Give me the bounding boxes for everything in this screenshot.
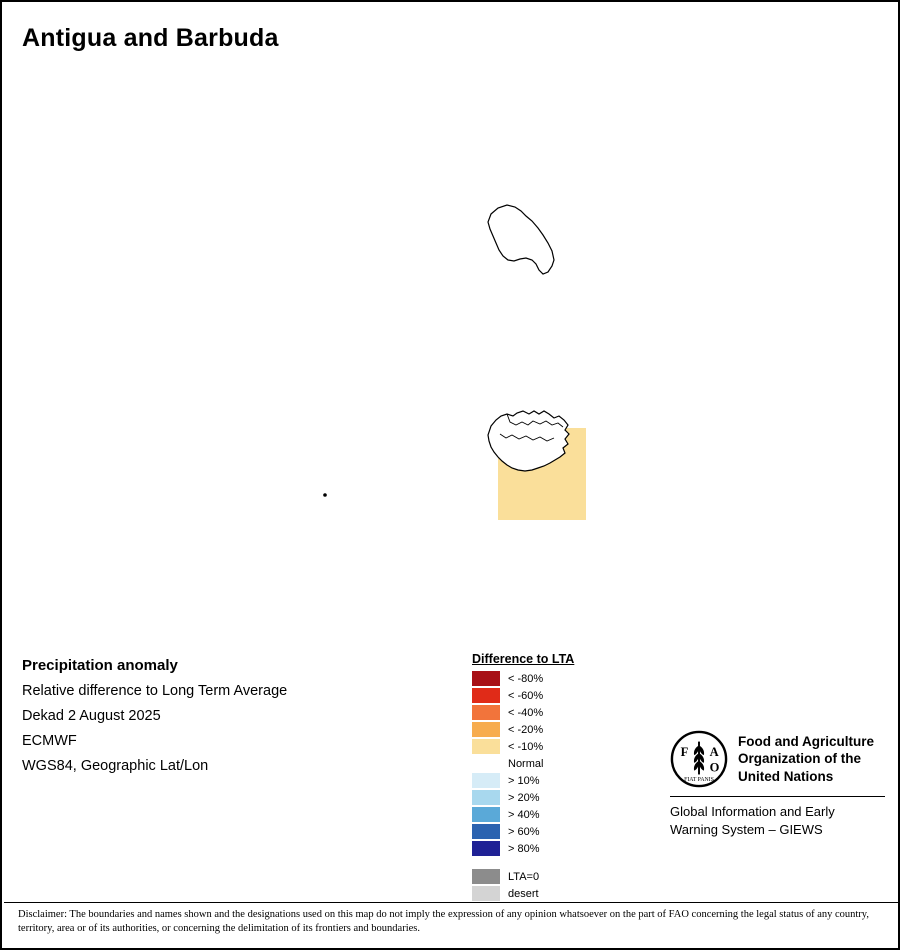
- legend-label: < -20%: [508, 723, 544, 736]
- legend-label: > 60%: [508, 825, 540, 838]
- caption-line-1: Relative difference to Long Term Average: [22, 683, 288, 699]
- legend-swatch: [472, 773, 500, 788]
- map-caption: [22, 657, 442, 783]
- legend-item: [472, 670, 622, 687]
- legend-item: [472, 840, 622, 857]
- svg-text:A: A: [709, 745, 719, 760]
- fao-logo-row: [670, 730, 885, 788]
- disclaimer-divider: [4, 902, 898, 903]
- legend-item: [472, 738, 622, 755]
- legend-swatch: [472, 705, 500, 720]
- legend-label: > 10%: [508, 774, 540, 787]
- legend-item: [472, 704, 622, 721]
- legend-swatch: [472, 790, 500, 805]
- legend-swatch: [472, 722, 500, 737]
- legend-item-desert: [472, 885, 622, 902]
- legend-title: Difference to LTA: [472, 652, 575, 666]
- legend-label: desert: [508, 887, 539, 900]
- legend: [472, 652, 622, 902]
- legend-label: > 80%: [508, 842, 540, 855]
- legend-label: Normal: [508, 757, 544, 770]
- legend-item: [472, 687, 622, 704]
- legend-label: LTA=0: [508, 870, 540, 883]
- legend-item: [472, 772, 622, 789]
- disclaimer-text: Disclaimer: The boundaries and names shown and the designations used on this map do not imply the expression of any opinion whatsoever on the part of FAO concerning the legal status of any country, territory, area or of its authorities, or concerning the delimitation of its frontiers and boundaries.: [18, 909, 869, 935]
- legend-swatch: [472, 671, 500, 686]
- fao-program-name: Global Information and Early Warning System – GIEWS: [670, 804, 835, 837]
- legend-label: < -10%: [508, 740, 544, 753]
- legend-swatch: [472, 869, 500, 884]
- caption-line-0: Precipitation anomaly: [22, 657, 178, 674]
- legend-swatch: [472, 688, 500, 703]
- legend-item-normal: [472, 755, 622, 772]
- legend-item: [472, 721, 622, 738]
- legend-swatch-normal: [472, 756, 500, 771]
- legend-item: [472, 806, 622, 823]
- legend-swatch: [472, 841, 500, 856]
- barbuda-island-outline: [488, 205, 554, 274]
- svg-text:F: F: [680, 745, 689, 760]
- legend-swatch: [472, 739, 500, 754]
- fao-wheat-emblem-icon: [670, 730, 728, 788]
- fao-organization-name: Food and Agriculture Organization of the United Nations: [738, 733, 874, 784]
- legend-swatch: [472, 807, 500, 822]
- page-title: Antigua and Barbuda: [22, 24, 279, 52]
- legend-swatch: [472, 824, 500, 839]
- fao-branding: [670, 730, 885, 838]
- legend-label: < -80%: [508, 672, 544, 685]
- legend-item-lta-zero: [472, 868, 622, 885]
- caption-line-3: ECMWF: [22, 733, 77, 749]
- svg-text:O: O: [709, 760, 720, 775]
- legend-label: > 40%: [508, 808, 540, 821]
- legend-item: [472, 823, 622, 840]
- legend-item: [472, 789, 622, 806]
- legend-label: > 20%: [508, 791, 540, 804]
- legend-label: < -40%: [508, 706, 544, 719]
- fao-divider: [670, 796, 885, 797]
- legend-spacer: [472, 857, 622, 868]
- legend-label: < -60%: [508, 689, 544, 702]
- caption-line-2: Dekad 2 August 2025: [22, 708, 161, 724]
- legend-swatch: [472, 886, 500, 901]
- svg-text:FIAT PANIS: FIAT PANIS: [684, 777, 714, 784]
- caption-line-4: WGS84, Geographic Lat/Lon: [22, 758, 209, 774]
- redonda-islet: [323, 493, 327, 497]
